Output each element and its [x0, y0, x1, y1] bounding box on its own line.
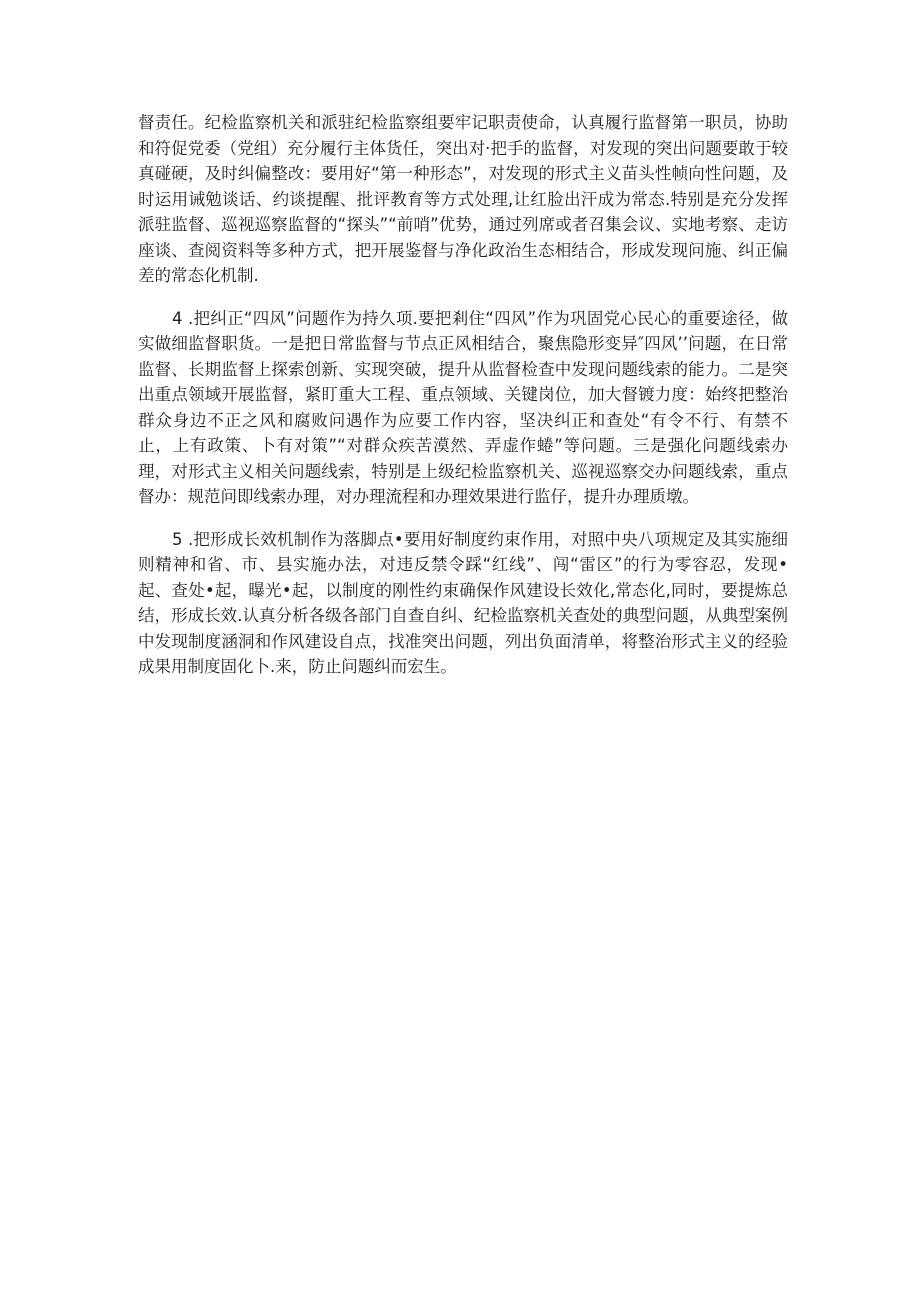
paragraph-continuation: 督责任。纪检监察机关和派驻纪检监察组要牢记职责使命，认真履行监督第一职员，协助和符促党委（党组）充分履行主体货任，突出对·把手的监督，对发现的突出问题要敢于较真碰硬，及时纠偏整改：要用好“第一种形态”，对发现的形式主义苗头性帧向性问题，及时运用诫勉谈话、约谈提醒、批评教育等方式处理,让红脸出汗成为常态.特别是充分发挥派驻监督、巡视巡察监督的“探头”“前哨”优势，通过列席或者召集会议、实地考察、走访座谈、查阅资料等多种方式，把开展鉴督与净化政治生态相结合，形成发现问施、纠正偏差的常态化机制. [138, 113, 788, 285]
document-body [138, 110, 788, 680]
paragraph-item-5: 5 .把形成长效机制作为落脚点•要用好制度约束作用，对照中央八项规定及其实施细则精神和省、市、县实施办法，对违反禁令踩“红线”、闯“雷区”的行为零容忍，发现•起、查处•起，曝光•起，以制度的刚性约束确保作风建设长效化,常态化,同时，要提炼总结，形成长效.认真分析各级各部门自查自纠、纪检监察机关查处的典型问题，从典型案例中发现制度涵洞和作风建设自点，找准突出问题，列出负面清单，将整治形式主义的经验成果用制度固化卜.来，防止问题纠而宏生。 [138, 529, 788, 676]
paragraph-item-4: 4 .把纠正“四风”问题作为持久项.要把剎住“四风”作为巩固党心民心的重要途径，做实做细监督职货。一是把日常监督与节点正风相结合，聚焦隐形变异″四风’’问题，在日常监督、长期监督上探索创新、实现突破，提升从监督检查中发现问题线索的能力。二是突出重点领域开展监督，紧盯重大工程、重点领域、关键岗位，加大督镀力度：始终把整治群众身边不正之风和腐败问遇作为应要工作内容，坚决纠正和查处“有令不行、有禁不止，上有政策、卜有对策”“对群众疾苦漠然、弄虚作蜷”等问题。三是强化问题线索办理，对形式主义相关问题线索，特别是上级纪检监察机关、巡视巡察交办问题线索，重点督办：规范问即线索办理，对办理流程和办理效果进行监仔，提升办理质墩。 [138, 308, 788, 506]
